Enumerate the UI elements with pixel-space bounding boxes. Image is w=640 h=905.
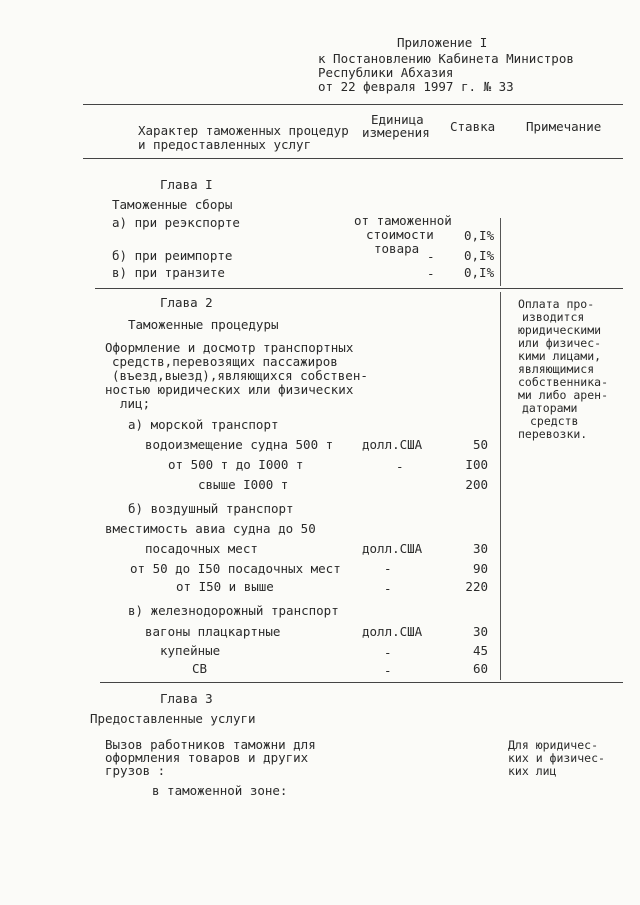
sea-row-3-rate: 200 bbox=[465, 477, 488, 492]
sea-row-1-rate: 50 bbox=[472, 437, 488, 452]
chapter-1-unit-line3: товара bbox=[374, 241, 420, 256]
chapter-3-desc-line3: грузов : bbox=[105, 763, 166, 778]
chapter-3-note-line1: Для юридичес- bbox=[508, 738, 599, 752]
column-header-unit: Единица bbox=[371, 112, 424, 127]
column-divider-ch2 bbox=[500, 292, 501, 680]
rail-row-1-rate: 30 bbox=[472, 624, 488, 639]
chapter-2-desc-line5: лиц; bbox=[120, 396, 151, 411]
chapter-3-note-line3: ких лиц bbox=[508, 764, 557, 778]
chapter-2-note-line10: средств bbox=[530, 414, 579, 428]
rail-row-3-label: СВ bbox=[192, 661, 208, 676]
column-header-note: Примечание bbox=[526, 119, 602, 134]
chapter-1-item-transit: в) при транзите bbox=[112, 265, 225, 280]
chapter-3-note-line2: ких и физичес- bbox=[508, 751, 605, 765]
chapter-3-title: Глава 3 bbox=[160, 691, 213, 706]
appendix-label: Приложение I bbox=[397, 35, 488, 50]
air-row-2-rate: 90 bbox=[472, 561, 488, 576]
chapter-2-desc-line4: ностью юридических или физических bbox=[105, 382, 354, 397]
rail-transport-title: в) железнодорожный транспорт bbox=[128, 603, 339, 618]
chapter-2-desc-line3: (въезд,выезд),являющихся собствен- bbox=[112, 368, 368, 383]
chapter-2-subtitle: Таможенные процедуры bbox=[128, 317, 279, 332]
chapter-2-note-line1: Оплата про- bbox=[518, 297, 595, 311]
chapter-2-desc-line1: Оформление и досмотр транспортных bbox=[105, 340, 354, 355]
chapter-2-note-line5: кими лицами, bbox=[518, 349, 602, 363]
chapter-1-unit-line2: стоимости bbox=[366, 227, 434, 242]
chapter-1-unit-dash-c: - bbox=[427, 266, 435, 281]
chapter-2-note-line8: ми либо арен- bbox=[518, 388, 609, 402]
chapter-3-desc-line1: Вызов работников таможни для bbox=[105, 737, 316, 752]
header-bottom-rule bbox=[83, 158, 623, 159]
sea-transport-title: а) морской транспорт bbox=[128, 417, 279, 432]
chapter-1-unit-dash-b: - bbox=[427, 249, 435, 264]
sea-row-2-label: от 500 т до I000 т bbox=[168, 457, 304, 472]
chapter-3-subtitle: Предоставленные услуги bbox=[90, 711, 256, 726]
republic-name: Республики Абхазия bbox=[318, 65, 454, 80]
chapter-1-unit-line1: от таможенной bbox=[354, 213, 452, 228]
chapter-2-note-line7: собственника- bbox=[518, 375, 609, 389]
chapter-2-bottom-rule bbox=[100, 682, 623, 683]
chapter-1-bottom-rule bbox=[95, 288, 623, 289]
sea-row-2-unit: - bbox=[396, 459, 404, 474]
chapter-1-item-reexport: а) при реэкспорте bbox=[112, 215, 240, 230]
sea-row-1-label: водоизмещение судна 500 т bbox=[145, 437, 334, 452]
decree-date: от 22 февраля 1997 г. № 33 bbox=[318, 79, 514, 94]
column-divider-ch1 bbox=[500, 218, 501, 286]
air-row-3-label: от I50 и выше bbox=[176, 579, 274, 594]
sea-row-1-unit: долл.США bbox=[362, 437, 423, 452]
rail-row-2-unit: - bbox=[384, 645, 392, 660]
rail-row-2-rate: 45 bbox=[472, 643, 488, 658]
chapter-2-note-line6: являющимися bbox=[518, 362, 595, 376]
air-row-2-label: от 50 до I50 посадочных мест bbox=[130, 561, 341, 576]
chapter-1-rate-reimport: 0,I% bbox=[464, 248, 495, 263]
chapter-2-note-line2: изводится bbox=[522, 310, 585, 324]
rail-row-3-rate: 60 bbox=[472, 661, 488, 676]
air-row-3-unit: - bbox=[384, 581, 392, 596]
air-row-3-rate: 220 bbox=[465, 579, 488, 594]
rail-row-2-label: купейные bbox=[160, 643, 221, 658]
air-row-2-unit: - bbox=[384, 561, 392, 576]
chapter-1-title: Глава I bbox=[160, 177, 213, 192]
sea-row-2-rate: I00 bbox=[465, 457, 488, 472]
rail-row-1-label: вагоны плацкартные bbox=[145, 624, 281, 639]
air-transport-desc: вместимость авиа судна до 50 bbox=[105, 521, 316, 536]
chapter-2-note-line4: или физичес- bbox=[518, 336, 602, 350]
chapter-2-note-line9: даторами bbox=[522, 401, 578, 415]
column-header-rate: Ставка bbox=[450, 119, 496, 134]
chapter-2-note-line11: перевозки. bbox=[518, 427, 588, 441]
column-header-character-2: и предоставленных услуг bbox=[138, 137, 312, 152]
air-row-1-label: посадочных мест bbox=[145, 541, 258, 556]
chapter-2-note-line3: юридическими bbox=[518, 323, 602, 337]
air-transport-title: б) воздушный транспорт bbox=[128, 501, 294, 516]
chapter-1-subtitle: Таможенные сборы bbox=[112, 197, 233, 212]
rail-row-3-unit: - bbox=[384, 663, 392, 678]
chapter-1-item-reimport: б) при реимпорте bbox=[112, 248, 233, 263]
column-header-unit-2: измерения bbox=[362, 125, 430, 140]
sea-row-3-label: свыше I000 т bbox=[198, 477, 289, 492]
chapter-3-customs-zone: в таможенной зоне: bbox=[152, 783, 288, 798]
chapter-3-desc-line2: оформления товаров и других bbox=[105, 750, 309, 765]
air-row-1-unit: долл.США bbox=[362, 541, 423, 556]
chapter-2-desc-line2: средств,перевозящих пассажиров bbox=[112, 354, 338, 369]
decree-reference: к Постановлению Кабинета Министров bbox=[318, 51, 574, 66]
chapter-2-title: Глава 2 bbox=[160, 295, 213, 310]
table-top-rule bbox=[83, 104, 623, 105]
rail-row-1-unit: долл.США bbox=[362, 624, 423, 639]
chapter-1-rate-transit: 0,I% bbox=[464, 265, 495, 280]
column-header-character: Характер таможенных процедур bbox=[138, 123, 349, 138]
air-row-1-rate: 30 bbox=[472, 541, 488, 556]
chapter-1-rate-reexport: 0,I% bbox=[464, 228, 495, 243]
